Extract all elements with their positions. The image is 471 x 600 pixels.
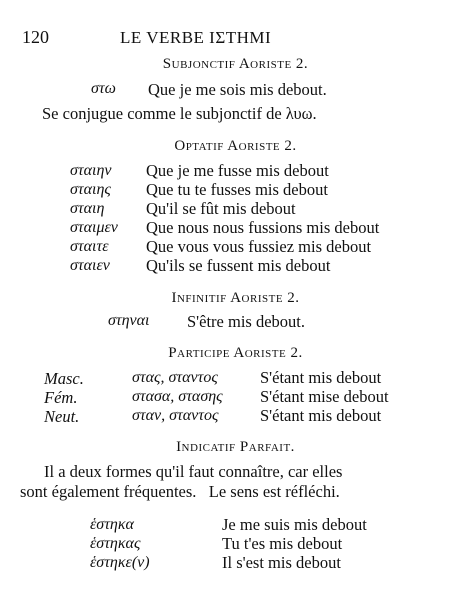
french-translation: S'être mis debout. <box>187 312 305 331</box>
french-translation: Je me suis mis debout <box>222 515 367 534</box>
section-title-subjonctif: Subjonctif Aoriste 2. <box>162 56 309 72</box>
greek-form: στηναι <box>108 312 150 329</box>
greek-form: σταιτε <box>70 238 109 255</box>
greek-form: ἑστηκε(ν) <box>90 554 150 571</box>
greek-form: στας, σταντος <box>132 369 218 386</box>
french-translation: Que je me sois mis debout. <box>148 80 327 99</box>
section-title-parfait: Indicatif Parfait. <box>176 439 295 455</box>
french-translation: Il s'est mis debout <box>222 553 341 572</box>
greek-form: σταιεν <box>70 257 110 274</box>
greek-form: ἑστηκας <box>90 535 141 552</box>
gender-label: Fém. <box>44 388 78 407</box>
french-translation: S'étant mise debout <box>260 387 389 406</box>
french-translation: Que je me fusse mis debout <box>146 161 329 180</box>
greek-form: στω <box>91 80 116 97</box>
page-title: LE VERBE ΙΣΤΗΜΙ <box>120 28 272 47</box>
french-translation: S'étant mis debout <box>260 368 382 387</box>
greek-form: σταιμεν <box>70 219 118 236</box>
paragraph-line: Il a deux formes qu'il faut connaître, car elles <box>44 462 343 481</box>
section-title-infinitif: Infinitif Aoriste 2. <box>171 290 300 306</box>
greek-form: στασα, στασης <box>132 388 223 405</box>
gender-label: Masc. <box>44 369 84 388</box>
french-translation: S'étant mis debout <box>260 406 382 425</box>
greek-form: ἑστηκα <box>90 516 134 533</box>
page-number: 120 <box>22 27 49 47</box>
greek-form: σταιη <box>70 200 105 217</box>
greek-form: σταν, σταντος <box>132 407 219 424</box>
french-translation: Que nous nous fussions mis debout <box>146 218 380 237</box>
french-translation: Qu'ils se fussent mis debout <box>146 256 331 275</box>
french-translation: Tu t'es mis debout <box>222 534 343 553</box>
greek-form: σταιης <box>70 181 111 198</box>
gender-label: Neut. <box>44 407 80 426</box>
section-title-optatif: Optatif Aoriste 2. <box>174 138 297 154</box>
french-translation: Que vous vous fussiez mis debout <box>146 237 372 256</box>
conjugation-note: Se conjugue comme le subjonctif de λυω. <box>42 104 317 123</box>
french-translation: Qu'il se fût mis debout <box>146 199 296 218</box>
section-title-participe: Participe Aoriste 2. <box>168 345 303 361</box>
paragraph-line: sont également fréquentes. Le sens est réfléchi. <box>20 482 340 501</box>
french-translation: Que tu te fusses mis debout <box>146 180 328 199</box>
greek-form: σταιην <box>70 162 112 179</box>
